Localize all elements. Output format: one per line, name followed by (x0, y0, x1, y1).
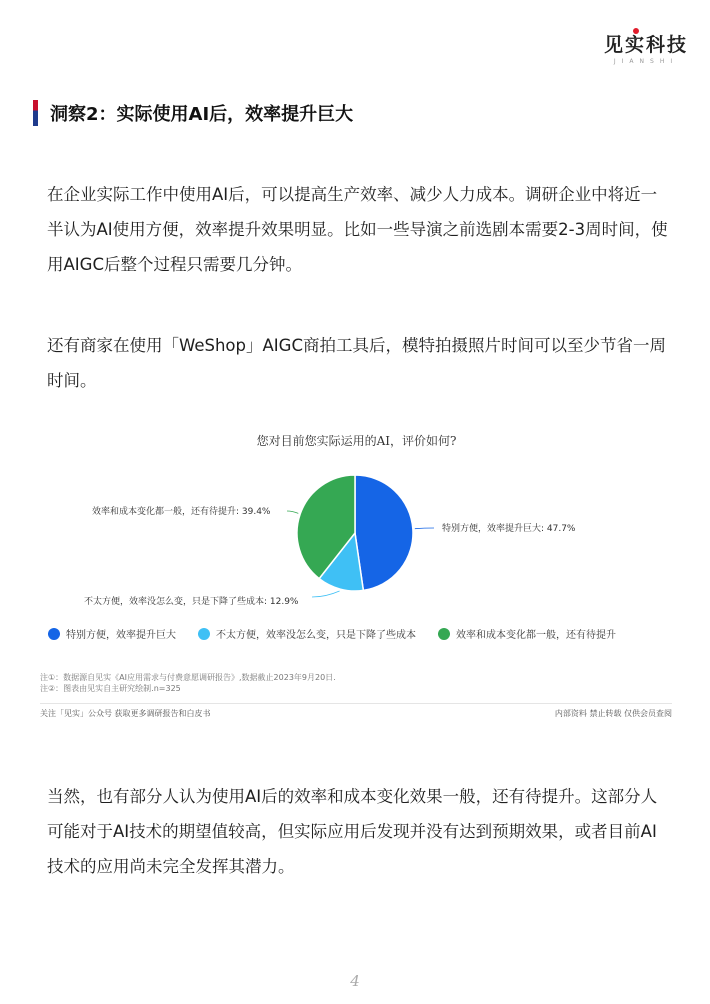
slice-label-1: 不太方便，效率没怎么变，只是下降了些成本: 12.9% (84, 597, 299, 607)
legend-label-1: 不太方便，效率没怎么变，只是下降了些成本 (216, 630, 416, 641)
legend-label-0: 特别方便，效率提升巨大 (66, 630, 176, 641)
legend-dot-1 (198, 628, 210, 640)
legend-item-0 (48, 626, 176, 641)
pie-slice-0 (355, 475, 413, 590)
leader-line-2 (287, 511, 298, 513)
page-number: 4 (350, 972, 360, 990)
logo-name: 见实科技 (603, 34, 688, 56)
chart-title: 您对目前您实际运用的AI，评价如何? (256, 434, 457, 448)
section-heading (33, 100, 353, 126)
leader-line-0 (415, 528, 434, 529)
legend-label-2: 效率和成本变化都一般，还有待提升 (456, 630, 616, 641)
note-1: 注①：数据源自见实《AI应用需求与付费意愿调研报告》,数据截止2023年9月20日. (40, 673, 336, 682)
legend-dot-2 (438, 628, 450, 640)
chart-legend (48, 626, 638, 641)
footer-divider (40, 703, 672, 704)
leader-line-1 (312, 591, 340, 597)
paragraph-2: 还有商家在使用「WeShop」AIGC商拍工具后，模特拍摄照片时间可以至少节省一周时间。 (47, 336, 666, 390)
note-2: 注②：图表由见实自主研究绘制.n=325 (40, 684, 181, 693)
pie-chart-svg (34, 420, 679, 660)
logo-red-dot (633, 28, 639, 34)
brand-logo (604, 30, 688, 65)
legend-item-2 (438, 626, 616, 641)
heading-text: 洞察2：实际使用AI后，效率提升巨大 (50, 104, 354, 125)
source-notes (40, 672, 336, 694)
paragraph-3: 当然，也有部分人认为使用AI后的效率和成本变化效果一般，还有待提升。这部分人可能对于AI技术的期望值较高，但实际应用后发现并没有达到预期效果，或者目前AI技术的应用尚未完全发挥其潜力。 (47, 787, 658, 876)
slice-label-0: 特别方便，效率提升巨大: 47.7% (442, 524, 576, 534)
footer-left-text: 关注「见实」公众号 获取更多调研报告和白皮书 (40, 709, 211, 718)
footer-right-text: 内部资料 禁止转载 仅供会员查阅 (554, 709, 672, 718)
legend-dot-0 (48, 628, 60, 640)
paragraph-1: 在企业实际工作中使用AI后，可以提高生产效率、减少人力成本。调研企业中将近一半认为AI使用方便，效率提升效果明显。比如一些导演之前选剧本需要2-3周时间，使用AIGC后整个过程只需要几分钟。 (47, 185, 668, 274)
slice-label-2: 效率和成本变化都一般，还有待提升: 39.4% (92, 507, 271, 517)
logo-subtitle: JIANSHI (613, 58, 679, 65)
heading-accent-bar (33, 100, 38, 126)
legend-item-1 (198, 626, 416, 641)
